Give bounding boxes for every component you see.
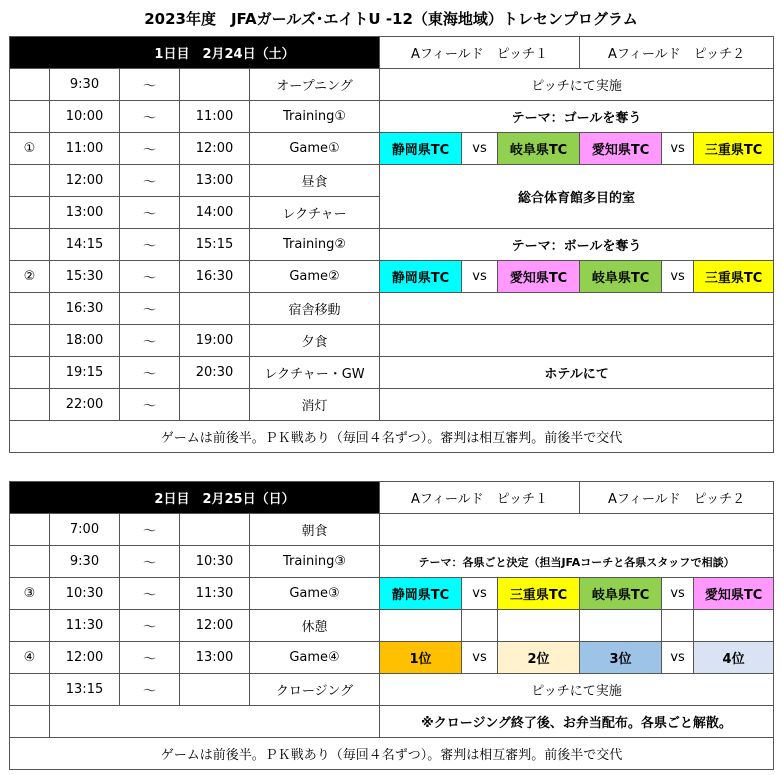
day1-header: 1日目 2月24日（土） xyxy=(10,37,380,69)
tilde: ～ xyxy=(120,261,180,293)
end-time: 13:00 xyxy=(180,165,250,197)
start-time: 18:00 xyxy=(50,325,120,357)
event: オープニング xyxy=(250,69,380,101)
end-time xyxy=(180,389,250,421)
event: 消灯 xyxy=(250,389,380,421)
table-row xyxy=(10,357,774,389)
vs-label: vs xyxy=(462,133,498,165)
team-cell: 三重県TC xyxy=(694,133,774,165)
start-time: 14:15 xyxy=(50,229,120,261)
start-time: 16:30 xyxy=(50,293,120,325)
tilde: ～ xyxy=(120,357,180,389)
team-cell: 愛知県TC xyxy=(498,261,580,293)
vs-label: vs xyxy=(462,578,498,610)
tilde: ～ xyxy=(120,69,180,101)
game-number xyxy=(10,165,50,197)
event: 休憩 xyxy=(250,610,380,642)
game-number xyxy=(10,674,50,706)
note: ピッチにて実施 xyxy=(380,674,774,706)
day2-schedule-table xyxy=(9,481,774,770)
tilde: ～ xyxy=(120,610,180,642)
tilde: ～ xyxy=(120,389,180,421)
rank-cell: 2位 xyxy=(498,642,580,674)
note: テーマ：ボールを奪う xyxy=(380,229,774,261)
end-time: 11:00 xyxy=(180,101,250,133)
game-number xyxy=(10,546,50,578)
vs-label: vs xyxy=(462,642,498,674)
event: Game④ xyxy=(250,642,380,674)
team-cell: 静岡県TC xyxy=(380,578,462,610)
table-row xyxy=(10,578,774,610)
empty-cell xyxy=(580,610,662,642)
end-time: 19:00 xyxy=(180,325,250,357)
vs-label: vs xyxy=(662,642,694,674)
day2-header: 2日目 2月25日（日） xyxy=(10,482,380,514)
start-time: 22:00 xyxy=(50,389,120,421)
tilde: ～ xyxy=(120,514,180,546)
start-time: 12:00 xyxy=(50,165,120,197)
start-time: 9:30 xyxy=(50,546,120,578)
empty-cell xyxy=(462,610,498,642)
empty-cell xyxy=(498,610,580,642)
team-cell: 三重県TC xyxy=(694,261,774,293)
game-number xyxy=(10,357,50,389)
team-cell: 岐阜県TC xyxy=(580,261,662,293)
tilde: ～ xyxy=(120,293,180,325)
tilde: ～ xyxy=(120,674,180,706)
note: ※クロージング終了後、お弁当配布。各県ごと解散。 xyxy=(380,706,774,738)
team-cell: 愛知県TC xyxy=(580,133,662,165)
tilde: ～ xyxy=(120,546,180,578)
start-time: 13:15 xyxy=(50,674,120,706)
table-row xyxy=(10,261,774,293)
event: Training③ xyxy=(250,546,380,578)
start-time: 10:30 xyxy=(50,578,120,610)
end-time xyxy=(180,293,250,325)
game-number xyxy=(10,229,50,261)
team-cell: 静岡県TC xyxy=(380,133,462,165)
tilde: ～ xyxy=(120,165,180,197)
event: Training① xyxy=(250,101,380,133)
end-time xyxy=(180,69,250,101)
vs-label: vs xyxy=(662,133,694,165)
end-time xyxy=(180,674,250,706)
end-time: 13:00 xyxy=(180,642,250,674)
table-row xyxy=(10,293,774,325)
note: ピッチにて実施 xyxy=(380,69,774,101)
event: Game② xyxy=(250,261,380,293)
table-row xyxy=(10,389,774,421)
day2-field-b: Aフィールド ピッチ２ xyxy=(580,482,774,514)
tilde: ～ xyxy=(120,229,180,261)
note: ホテルにて xyxy=(380,357,774,389)
table-row xyxy=(10,642,774,674)
start-time: 13:00 xyxy=(50,197,120,229)
start-time: 10:00 xyxy=(50,101,120,133)
event: レクチャー xyxy=(250,197,380,229)
end-time: 11:30 xyxy=(180,578,250,610)
table-row xyxy=(10,674,774,706)
day1-schedule-table xyxy=(9,36,774,453)
note xyxy=(380,514,774,546)
game-number xyxy=(10,325,50,357)
note xyxy=(380,293,774,325)
end-time: 16:30 xyxy=(180,261,250,293)
tilde: ～ xyxy=(120,133,180,165)
table-row xyxy=(10,706,774,738)
empty-cell xyxy=(694,610,774,642)
start-time: 11:30 xyxy=(50,610,120,642)
game-number xyxy=(10,706,50,738)
team-cell: 静岡県TC xyxy=(380,261,462,293)
start-time: 15:30 xyxy=(50,261,120,293)
start-time: 11:00 xyxy=(50,133,120,165)
game-number xyxy=(10,514,50,546)
note xyxy=(380,389,774,421)
team-cell: 愛知県TC xyxy=(694,578,774,610)
table-row xyxy=(10,325,774,357)
note: テーマ：各県ごと決定（担当JFAコーチと各県スタッフで相談） xyxy=(380,546,774,578)
tilde: ～ xyxy=(120,325,180,357)
vs-label: vs xyxy=(662,261,694,293)
end-time: 20:30 xyxy=(180,357,250,389)
team-cell: 三重県TC xyxy=(498,578,580,610)
end-time: 10:30 xyxy=(180,546,250,578)
table-row xyxy=(10,165,774,197)
game-number xyxy=(10,610,50,642)
day2-field-a: Aフィールド ピッチ１ xyxy=(380,482,580,514)
start-time: 19:15 xyxy=(50,357,120,389)
table-row xyxy=(10,133,774,165)
event: 夕食 xyxy=(250,325,380,357)
table-row xyxy=(10,101,774,133)
start-time: 12:00 xyxy=(50,642,120,674)
game-number xyxy=(10,101,50,133)
event: Training② xyxy=(250,229,380,261)
end-time: 12:00 xyxy=(180,133,250,165)
event: レクチャー・GW xyxy=(250,357,380,389)
event: 宿舎移動 xyxy=(250,293,380,325)
event: Game③ xyxy=(250,578,380,610)
game-number xyxy=(10,389,50,421)
empty-cell xyxy=(662,610,694,642)
game-number xyxy=(10,69,50,101)
note: テーマ：ゴールを奪う xyxy=(380,101,774,133)
end-time: 14:00 xyxy=(180,197,250,229)
empty-cell xyxy=(50,706,380,738)
game-number: ④ xyxy=(10,642,50,674)
tilde: ～ xyxy=(120,197,180,229)
vs-label: vs xyxy=(662,578,694,610)
event: 昼食 xyxy=(250,165,380,197)
day2-footer-note: ゲームは前後半。ＰＫ戦あり（毎回４名ずつ）。審判は相互審判。前後半で交代 xyxy=(10,738,774,770)
game-number xyxy=(10,197,50,229)
rank-cell: 4位 xyxy=(694,642,774,674)
day1-field-b: Aフィールド ピッチ２ xyxy=(580,37,774,69)
team-cell: 岐阜県TC xyxy=(498,133,580,165)
day1-field-a: Aフィールド ピッチ１ xyxy=(380,37,580,69)
note xyxy=(380,325,774,357)
game-number xyxy=(10,293,50,325)
event: クロージング xyxy=(250,674,380,706)
table-row xyxy=(10,514,774,546)
table-row xyxy=(10,229,774,261)
tilde: ～ xyxy=(120,578,180,610)
table-row xyxy=(10,69,774,101)
end-time: 15:15 xyxy=(180,229,250,261)
team-cell: 岐阜県TC xyxy=(580,578,662,610)
vs-label: vs xyxy=(462,261,498,293)
end-time xyxy=(180,514,250,546)
table-row xyxy=(10,546,774,578)
day1-footer-note: ゲームは前後半。ＰＫ戦あり（毎回４名ずつ）。審判は相互審判。前後半で交代 xyxy=(10,421,774,453)
game-number: ① xyxy=(10,133,50,165)
page-title: 2023年度 JFAガールズ･エイトU -12（東海地域）トレセンプログラム xyxy=(144,10,638,28)
event: Game① xyxy=(250,133,380,165)
rank-cell: 3位 xyxy=(580,642,662,674)
start-time: 7:00 xyxy=(50,514,120,546)
tilde: ～ xyxy=(120,642,180,674)
tilde: ～ xyxy=(120,101,180,133)
table-row xyxy=(10,610,774,642)
event: 朝食 xyxy=(250,514,380,546)
rank-cell: 1位 xyxy=(380,642,462,674)
empty-cell xyxy=(380,610,462,642)
game-number: ② xyxy=(10,261,50,293)
note: 総合体育館多目的室 xyxy=(380,165,774,229)
game-number: ③ xyxy=(10,578,50,610)
start-time: 9:30 xyxy=(50,69,120,101)
end-time: 12:00 xyxy=(180,610,250,642)
